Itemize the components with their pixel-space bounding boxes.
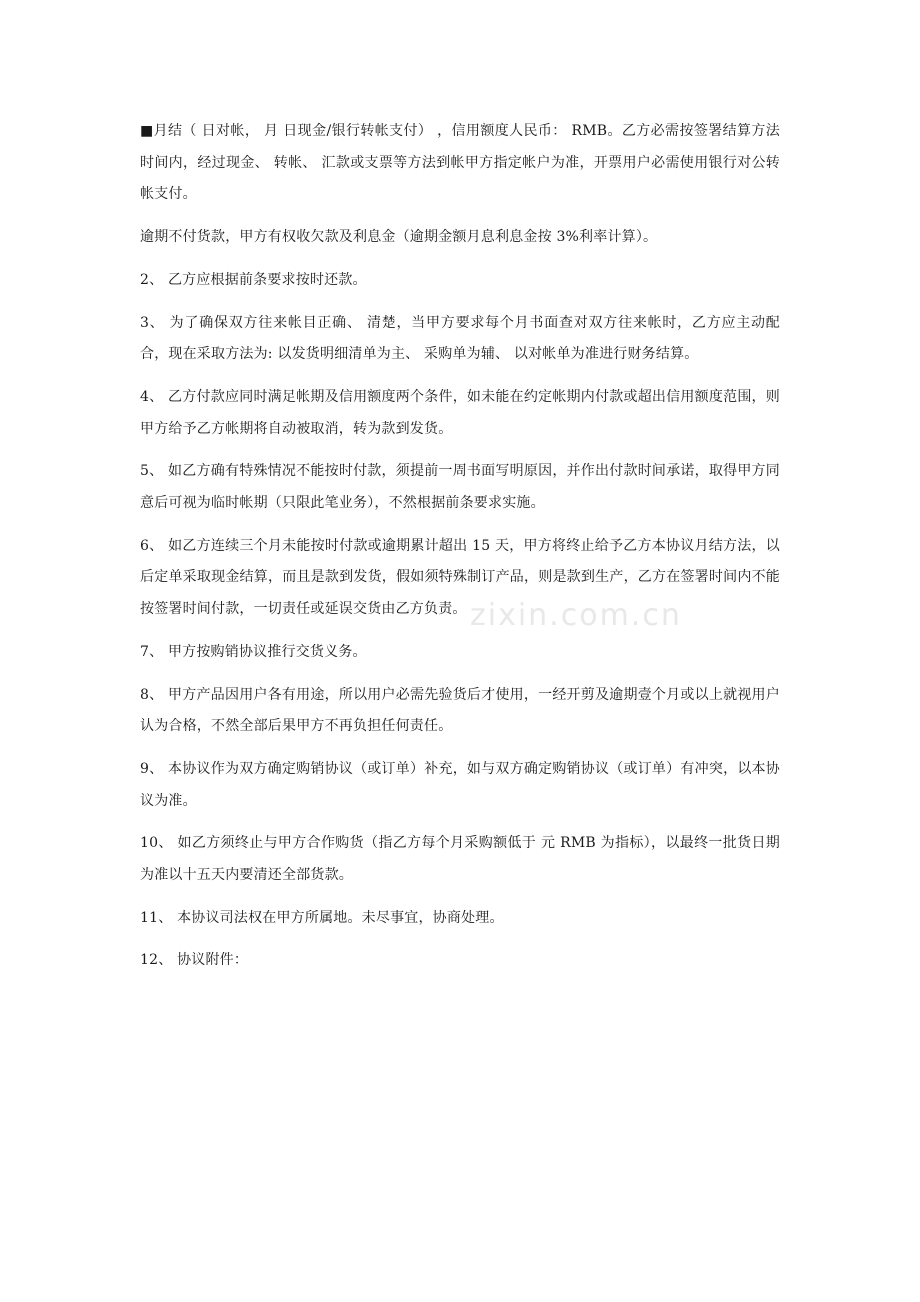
paragraph-overdue-interest: 逾期不付货款，甲方有权收欠款及利息金（逾期金额月息利息金按 3%利率计算）。 <box>140 229 658 246</box>
document-body <box>140 116 780 988</box>
watermark: zixin.com.cn <box>470 598 682 633</box>
clause-5: 5、 如乙方确有特殊情况不能按时付款，须提前一周书面写明原因，并作出付款时间承诺，取得甲方同意后可视为临时帐期（只限此笔业务），不然根据前条要求实施。 <box>140 463 780 512</box>
clause-4: 4、 乙方付款应同时满足帐期及信用额度两个条件，如未能在约定帐期内付款或超出信用额度范围，则甲方给予乙方帐期将自动被取消，转为款到发货。 <box>140 388 780 437</box>
clause-6: 6、 如乙方连续三个月未能按时付款或逾期累计超出 15 天，甲方将终止给予乙方本协议月结方法，以后定单采取现金结算，而且是款到发货，假如须特殊制订产品，则是款到生产，乙方在签署时间内不能按签署时间付款，一切责任或延误交货由乙方负责。 <box>140 537 780 618</box>
clause-2: 2、 乙方应根据前条要求按时还款。 <box>140 271 367 288</box>
paragraph-monthly-settlement: ■月结（ 日对帐， 月 日现金/银行转帐支付） ，信用额度人民币： RMB。乙方必需按签署结算方法时间内，经过现金、 转帐、 汇款或支票等方法到帐甲方指定帐户为准，开票用户必需使用银行对公转帐支付。 <box>140 123 780 203</box>
clause-8: 8、 甲方产品因用户各有用途，所以用户必需先验货后才使用，一经开剪及逾期壹个月或以上就视用户认为合格，不然全部后果甲方不再负担任何责任。 <box>140 686 780 735</box>
clause-7: 7、 甲方按购销协议推行交货义务。 <box>140 643 367 660</box>
clause-3: 3、 为了确保双方往来帐目正确、 清楚，当甲方要求每个月书面查对双方往来帐时，乙方应主动配合，现在采取方法为: 以发货明细清单为主、 采购单为辅、 以对帐单为准进行财务结算。 <box>140 314 780 363</box>
clause-9: 9、 本协议作为双方确定购销协议（或订单）补充，如与双方确定购销协议（或订单）有冲突，以本协议为准。 <box>140 760 780 809</box>
clause-12: 12、 协议附件： <box>140 952 249 969</box>
clause-11: 11、 本协议司法权在甲方所属地。未尽事宜，协商处理。 <box>140 909 504 926</box>
clause-10: 10、 如乙方须终止与甲方合作购货（指乙方每个月采购额低于 元 RMB 为指标），以最终一批货日期为准以十五天内要清还全部货款。 <box>140 835 780 884</box>
